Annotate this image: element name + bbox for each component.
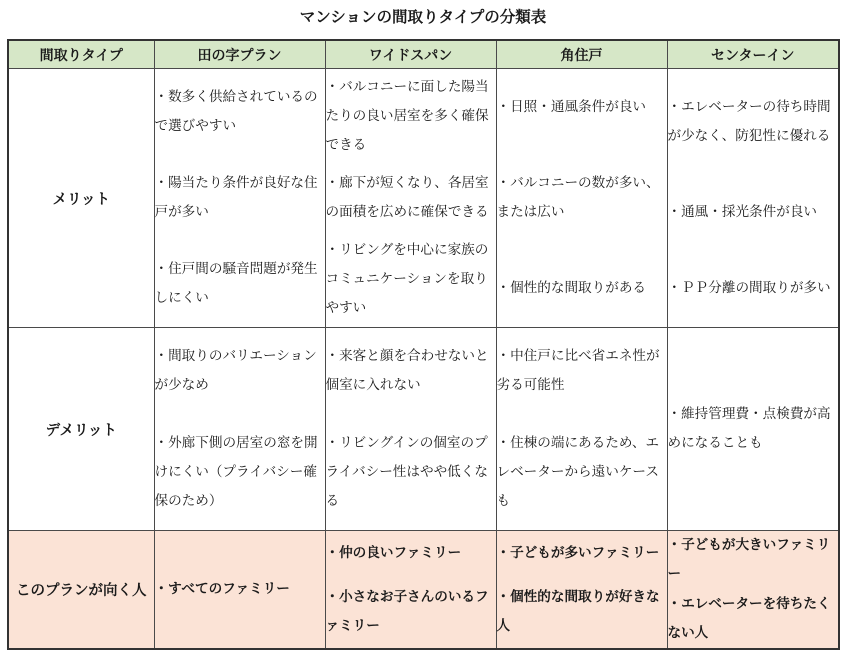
list-item: ・子どもが多いファミリー (496, 544, 660, 561)
list-item: ・廊下が短くなり、各居室の面積を広めに確保できる (325, 174, 489, 220)
row-label-merit: メリット (8, 69, 154, 328)
demerit-cell-corner-unit (496, 328, 667, 531)
target-cell-center-in (667, 531, 839, 650)
header-row (8, 40, 839, 69)
row-label-target: このプランが向く人 (8, 531, 154, 650)
row-label-demerit: デメリット (8, 328, 154, 531)
list-item: ・バルコニーに面した陽当たりの良い居室を多く確保できる (325, 79, 489, 154)
list-item: ・間取りのバリエーションが少なめ (154, 348, 317, 394)
table-title: マンションの間取りタイプの分類表 (299, 8, 547, 26)
list-item: ・通風・採光条件が良い (667, 203, 818, 220)
list-item: ・維持管理費・点検費が高めになることも (667, 406, 831, 451)
list-item: ・すべてのファミリー (154, 581, 290, 597)
demerit-cell-center-in (667, 328, 839, 531)
header-center-in: センターイン (667, 40, 839, 69)
list-item: ・日照・通風条件が良い (496, 98, 647, 115)
merit-cell-wide-span (325, 69, 496, 328)
header-ta-no-ji-plan: 田の字プラン (154, 40, 325, 69)
target-cell-ta-no-ji (154, 531, 325, 650)
list-item: ・住棟の端にあるため、エレベーターから遠いケースも (496, 434, 660, 509)
target-cell-wide-span (325, 531, 496, 650)
target-cell-corner-unit (496, 531, 667, 650)
target-row (8, 531, 839, 650)
list-item: ・小さなお子さんのいるファミリー (325, 588, 489, 634)
layout-type-table (7, 39, 840, 650)
list-item: ・ＰＰ分離の間取りが多い (667, 280, 831, 297)
list-item: ・リビングインの個室のプライバシー性はやや低くなる (325, 434, 488, 509)
list-item: ・バルコニーの数が多い、または広い (496, 174, 660, 220)
header-wide-span: ワイドスパン (325, 40, 496, 69)
list-item: ・来客と顔を合わせないと個室に入れない (325, 348, 489, 394)
list-item: ・子どもが大きいファミリー (667, 537, 831, 583)
demerit-row (8, 328, 839, 531)
list-item: ・仲の良いファミリー (325, 544, 462, 561)
list-item: ・エレベーターを待ちたくない人 (667, 595, 831, 641)
merit-cell-corner-unit (496, 69, 667, 328)
list-item: ・外廊下側の居室の窓を開けにくい（プライバシー確保のため） (154, 434, 318, 509)
list-item: ・陽当たり条件が良好な住戸が多い (154, 175, 318, 220)
list-item: ・中住戸に比べ省エネ性が劣る可能性 (496, 348, 660, 394)
list-item: ・個性的な間取りがある (496, 280, 647, 297)
list-item: ・エレベーターの待ち時間が少なく、防犯性に優れる (667, 98, 831, 144)
list-item: ・数多く供給されているので選びやすい (154, 89, 318, 134)
merit-cell-ta-no-ji (154, 69, 325, 328)
list-item: ・個性的な間取りが好きな人 (496, 588, 660, 634)
demerit-cell-ta-no-ji (154, 328, 325, 531)
merit-row (8, 69, 839, 328)
header-corner-unit: 角住戸 (496, 40, 667, 69)
header-layout-type: 間取りタイプ (8, 40, 154, 69)
list-item: ・リビングを中心に家族のコミュニケーションを取りやすい (325, 241, 489, 316)
list-item: ・住戸間の騒音問題が発生しにくい (154, 261, 318, 306)
demerit-cell-wide-span (325, 328, 496, 531)
merit-cell-center-in (667, 69, 839, 328)
